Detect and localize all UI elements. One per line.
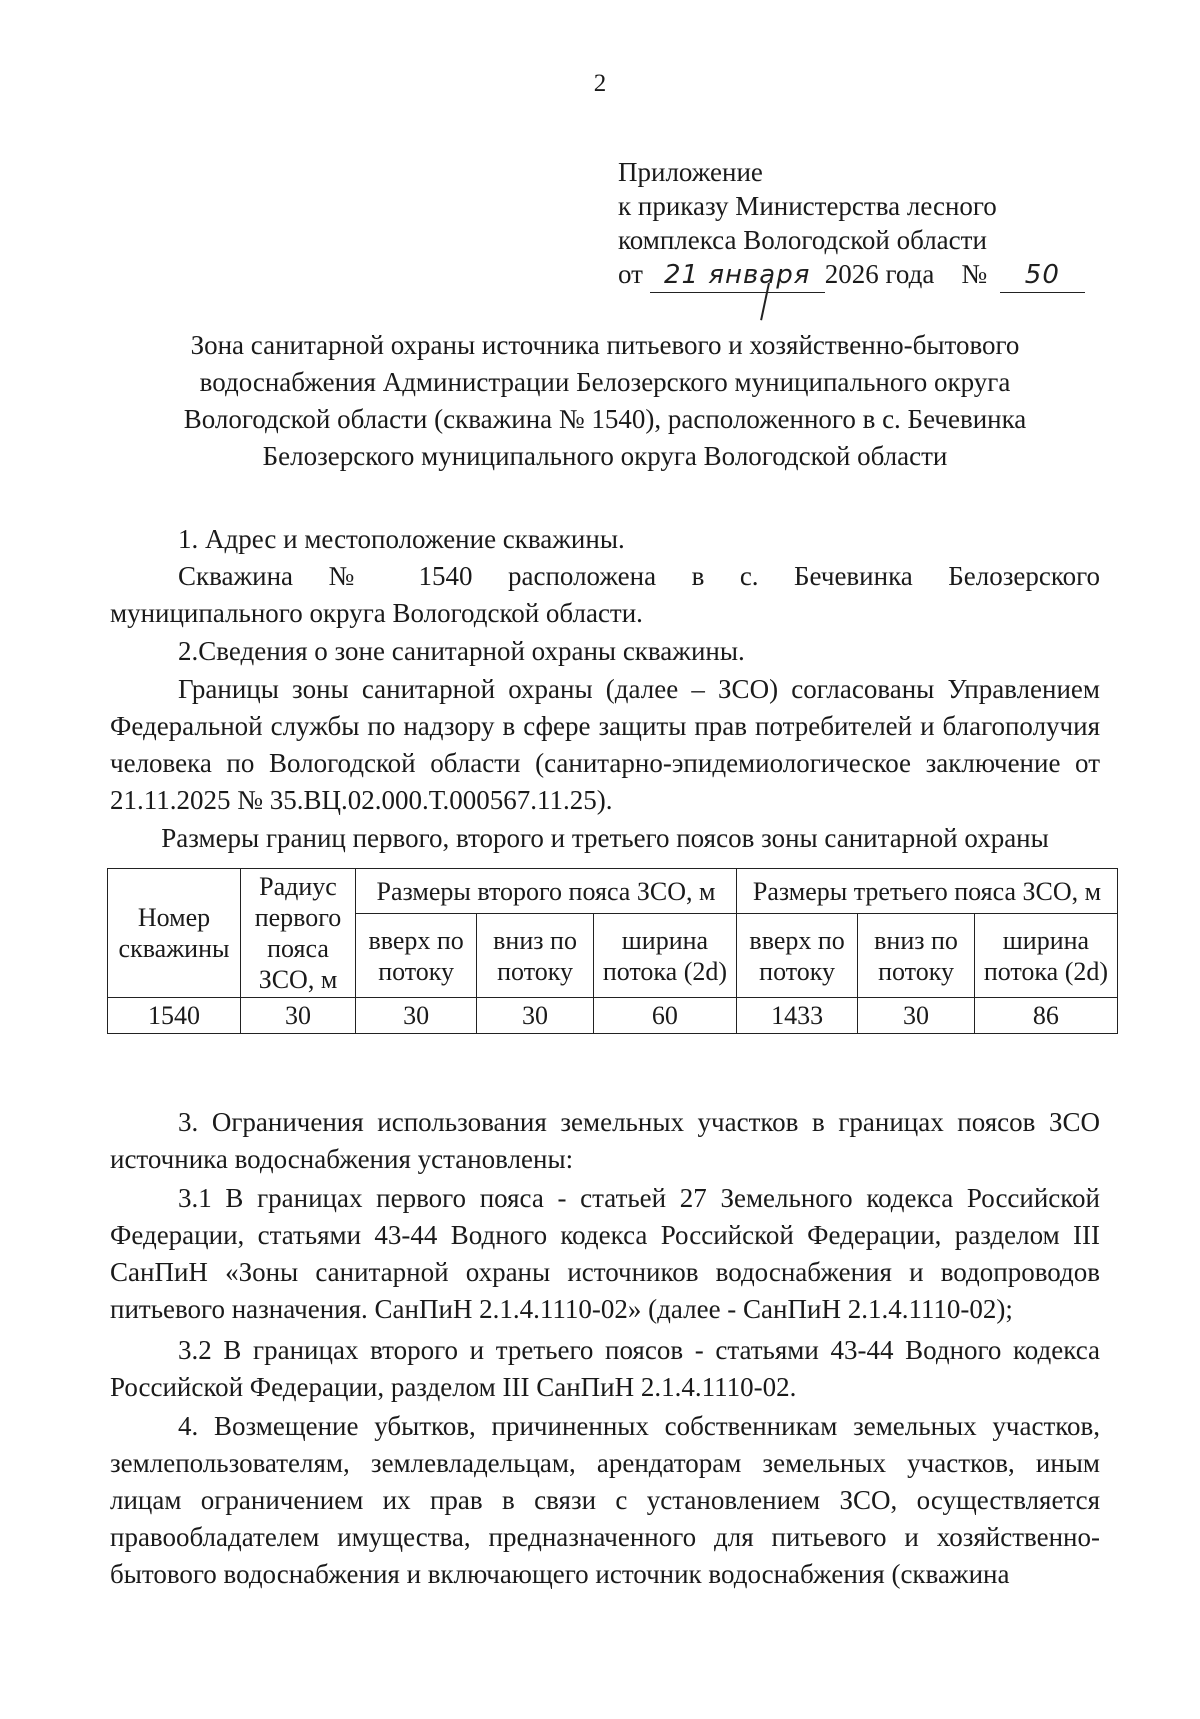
- cell-second-width: 60: [593, 998, 736, 1034]
- header-upstream-2: вверх по потоку: [356, 914, 477, 998]
- header-downstream-2: вниз по потоку: [477, 914, 594, 998]
- header-well-number: Номер скважины: [108, 869, 241, 998]
- table-row: [108, 998, 1118, 1034]
- cell-third-upstream: 1433: [736, 998, 857, 1034]
- zso-table: [107, 868, 1118, 1034]
- date-prefix: от: [618, 259, 643, 289]
- handwritten-date: 21 января: [664, 260, 811, 290]
- header-third-belt: Размеры третьего пояса ЗСО, м: [736, 869, 1117, 914]
- header-downstream-3: вниз по потоку: [858, 914, 975, 998]
- header-radius-first: Радиус первого пояса ЗСО, м: [241, 869, 356, 998]
- cell-third-downstream: 30: [858, 998, 975, 1034]
- header-width-2: ширина потока (2d): [593, 914, 736, 998]
- section-4-text: 4. Возмещение убытков, причиненных собственникам земельных участков, землепользователям, землевладельцам, арендаторам земельных участков, иным лицам ограничением их прав в связи с установлением ЗСО, осуществляется правообладателем имущества, предназначенного для питьевого и хозяйственно-бытового водоснабжения и включающего источник водоснабжения (скважина: [110, 1411, 1100, 1589]
- title-line-4: Белозерского муниципального округа Вологодской области: [262, 441, 948, 471]
- header-width-3: ширина потока (2d): [974, 914, 1117, 998]
- section-1-heading: 1. Адрес и местоположение скважины.: [178, 524, 625, 554]
- cell-well-number: 1540: [108, 998, 241, 1034]
- handwritten-number: 50: [1024, 260, 1060, 290]
- section-3-1-text: 3.1 В границах первого пояса - статьей 27 Земельного кодекса Российской Федерации, статьями 43-44 Водного кодекса Российской Федерации, разделом III СанПиН «Зоны санитарной охраны источников водоснабжения и водопроводов питьевого назначения. СанПиН 2.1.4.1110-02» (далее - СанПиН 2.1.4.1110-02);: [110, 1183, 1100, 1324]
- document-title: [110, 327, 1100, 475]
- number-underline: [1000, 257, 1085, 293]
- table-caption: Размеры границ первого, второго и третьего поясов зоны санитарной охраны: [161, 823, 1049, 853]
- cell-second-downstream: 30: [477, 998, 594, 1034]
- section-3-text: 3. Ограничения использования земельных участков в границах поясов ЗСО источника водоснабжения установлены:: [110, 1107, 1100, 1174]
- appendix-line-1: Приложение: [618, 157, 763, 187]
- appendix-block: [618, 155, 1085, 293]
- section-2-text: Границы зоны санитарной охраны (далее – ЗСО) согласованы Управлением Федеральной службы по надзору в сфере защиты прав потребителей и благополучия человека по Вологодской области (санитарно-эпидемиологическое заключение от 21.11.2025 № 35.ВЦ.02.000.Т.000567.11.25).: [110, 674, 1100, 815]
- section-3-2-text: 3.2 В границах второго и третьего поясов - статьями 43-44 Водного кодекса Российской Федерации, разделом III СанПиН 2.1.4.1110-02.: [110, 1335, 1100, 1402]
- section-2-heading: 2.Сведения о зоне санитарной охраны скважины.: [178, 636, 745, 666]
- appendix-line-3: комплекса Вологодской области: [618, 225, 987, 255]
- title-line-1: Зона санитарной охраны источника питьевого и хозяйственно-бытового: [190, 330, 1020, 360]
- cell-third-width: 86: [974, 998, 1117, 1034]
- section-1-text-line-1: Скважина № 1540 расположена в с. Бечевинка Белозерского: [178, 561, 1100, 591]
- header-upstream-3: вверх по потоку: [736, 914, 857, 998]
- cell-radius-first: 30: [241, 998, 356, 1034]
- appendix-date-line: [618, 257, 1085, 293]
- appendix-line-2: к приказу Министерства лесного: [618, 191, 997, 221]
- title-line-3: Вологодской области (скважина № 1540), расположенного в с. Бечевинка: [183, 404, 1027, 434]
- table-header-row-1: [108, 869, 1118, 914]
- title-line-2: водоснабжения Администрации Белозерского муниципального округа: [199, 367, 1011, 397]
- number-sign: №: [961, 259, 988, 289]
- section-1-text-line-2: муниципального округа Вологодской области.: [110, 598, 643, 628]
- header-second-belt: Размеры второго пояса ЗСО, м: [356, 869, 737, 914]
- date-underline: [650, 257, 825, 293]
- cell-second-upstream: 30: [356, 998, 477, 1034]
- year-text: 2026 года: [824, 259, 935, 289]
- page-number: 2: [593, 70, 607, 97]
